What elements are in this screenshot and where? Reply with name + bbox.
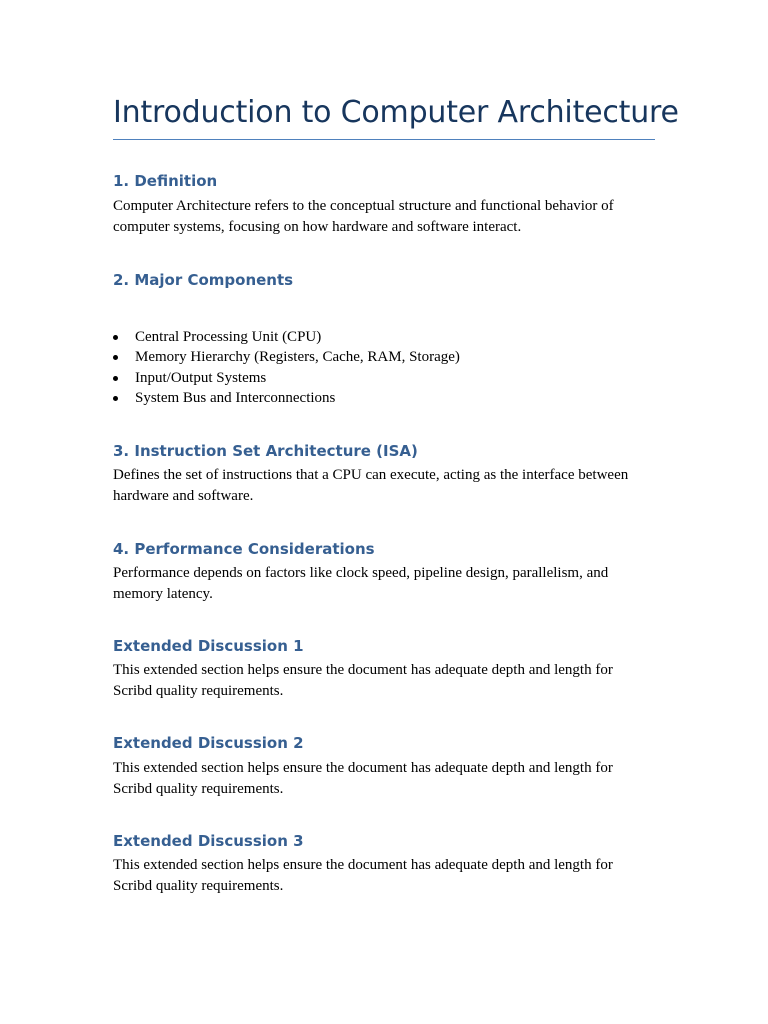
section-heading-major-components: 2. Major Components xyxy=(113,271,294,289)
section-heading-definition: 1. Definition xyxy=(113,172,218,190)
list-item xyxy=(113,368,460,388)
list-item-text: Input/Output Systems xyxy=(135,369,267,386)
section-body-performance: Performance depends on factors like clock speed, pipeline design, parallelism, and memory latency. xyxy=(113,565,609,602)
list-item xyxy=(113,327,460,347)
list-item xyxy=(113,388,460,408)
bullet-icon xyxy=(113,396,118,401)
section-heading-extended-3: Extended Discussion 3 xyxy=(113,832,304,850)
list-item-text: Memory Hierarchy (Registers, Cache, RAM, Storage) xyxy=(135,349,460,366)
list-item xyxy=(113,347,460,367)
section-body-extended-2: This extended section helps ensure the document has adequate depth and length for Scribd quality requirements. xyxy=(113,760,613,797)
section-body-extended-1: This extended section helps ensure the document has adequate depth and length for Scribd quality requirements. xyxy=(113,662,613,699)
bullet-icon xyxy=(113,335,118,340)
list-item-text: System Bus and Interconnections xyxy=(135,390,336,407)
section-heading-performance: 4. Performance Considerations xyxy=(113,540,375,558)
section-body-isa: Defines the set of instructions that a CPU can execute, acting as the interface between hardware and software. xyxy=(113,467,629,504)
section-heading-extended-1: Extended Discussion 1 xyxy=(113,637,304,655)
bullet-icon xyxy=(113,376,118,381)
document-title: Introduction to Computer Architecture xyxy=(113,95,679,130)
list-item-text: Central Processing Unit (CPU) xyxy=(135,329,322,345)
section-heading-isa: 3. Instruction Set Architecture (ISA) xyxy=(113,442,418,460)
title-underline xyxy=(113,139,655,140)
components-list xyxy=(113,327,460,409)
section-heading-extended-2: Extended Discussion 2 xyxy=(113,734,304,752)
bullet-icon xyxy=(113,355,118,360)
section-body-extended-3: This extended section helps ensure the document has adequate depth and length for Scribd quality requirements. xyxy=(113,857,613,894)
section-body-definition: Computer Architecture refers to the conceptual structure and functional behavior of computer systems, focusing on how hardware and software interact. xyxy=(113,198,614,235)
